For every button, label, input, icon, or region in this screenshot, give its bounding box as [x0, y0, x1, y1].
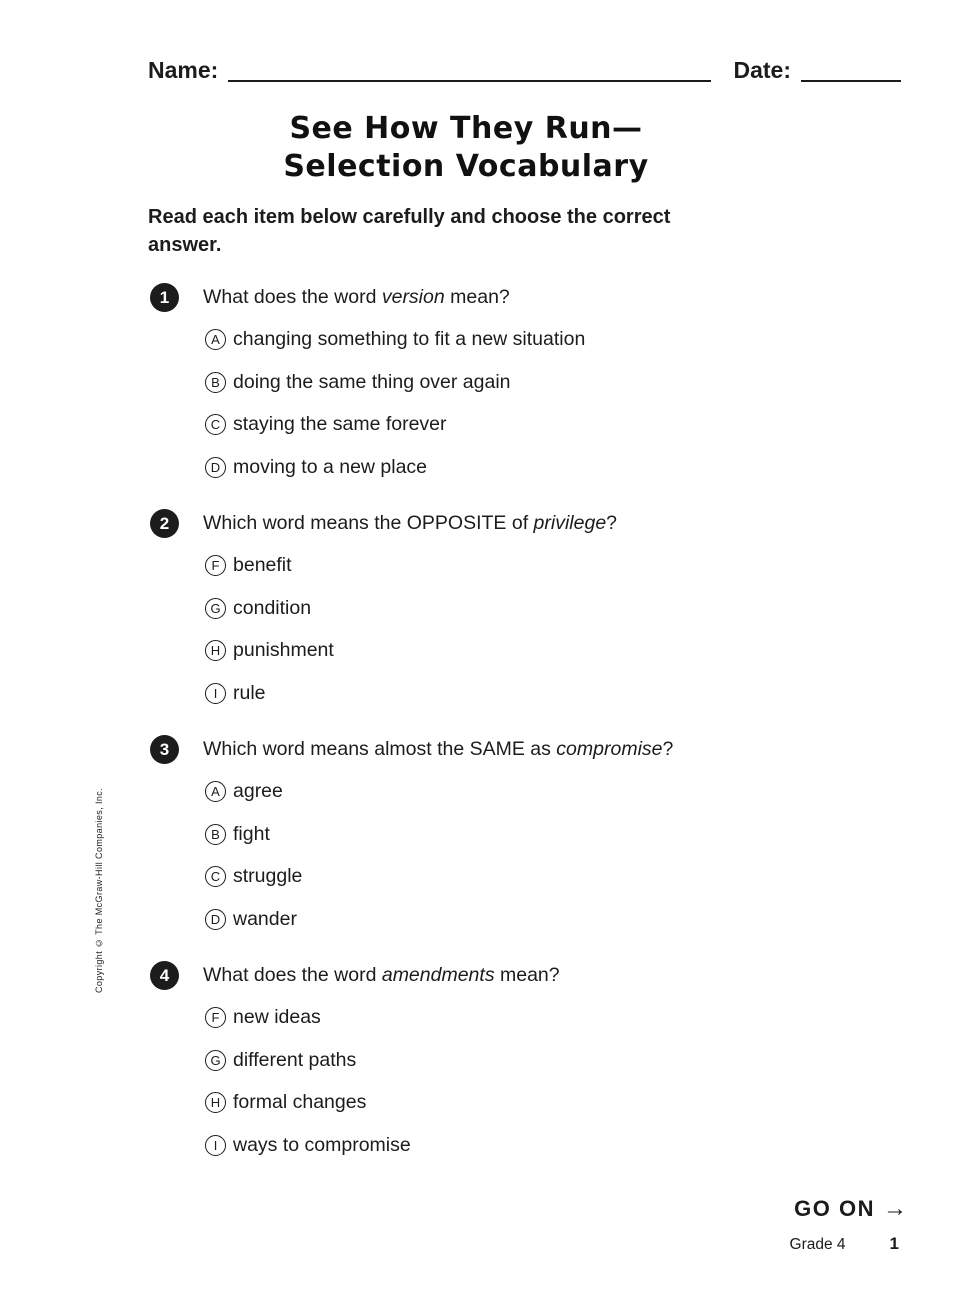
q2-option-i[interactable]: [205, 680, 910, 707]
option-letter-circle: F: [205, 555, 226, 576]
option-letter-circle: B: [205, 824, 226, 845]
option-text: new ideas: [233, 1006, 321, 1028]
option-text: punishment: [233, 639, 334, 661]
name-input-line[interactable]: [228, 56, 711, 82]
go-on-text: GO ON: [794, 1196, 875, 1221]
question-3: [150, 735, 910, 948]
footer-grade-row: [790, 1234, 899, 1254]
date-label: Date:: [733, 57, 791, 83]
option-letter-circle: A: [205, 329, 226, 350]
question-1: [150, 283, 910, 496]
instructions: Read each item below carefully and choose the correct answer.: [148, 206, 671, 256]
option-letter-circle: A: [205, 781, 226, 802]
question-text-italic-word: version: [381, 286, 445, 308]
option-letter-circle: F: [205, 1007, 226, 1028]
question-text-suffix: ?: [606, 512, 618, 534]
option-text: condition: [233, 596, 312, 619]
q3-option-b[interactable]: [205, 821, 910, 848]
q2-option-g[interactable]: [205, 595, 910, 622]
question-1-body: [203, 283, 910, 496]
title-line-1: See How They Run—: [289, 111, 643, 146]
question-4-number-badge: 4: [150, 961, 179, 990]
header: [148, 56, 901, 84]
q2-option-h[interactable]: [205, 637, 910, 664]
q1-option-a[interactable]: [205, 326, 910, 353]
option-letter-circle: I: [205, 1135, 226, 1156]
grade-label: Grade 4: [789, 1236, 846, 1253]
question-list: [150, 283, 910, 1187]
option-text: moving to a new place: [233, 455, 428, 478]
option-letter-circle: D: [205, 909, 226, 930]
option-letter-circle: G: [205, 1050, 226, 1071]
question-text-prefix: Which word means the OPPOSITE of: [203, 512, 534, 534]
option-letter-circle: D: [205, 457, 226, 478]
question-4-text: [203, 961, 910, 989]
question-text-prefix: What does the word: [203, 286, 382, 308]
option-text: struggle: [233, 865, 303, 887]
option-text: benefit: [233, 554, 292, 576]
question-text-italic-word: amendments: [381, 964, 495, 986]
question-2-body: [203, 509, 910, 722]
option-text: fight: [233, 822, 270, 845]
option-text: agree: [233, 780, 283, 802]
q4-option-f[interactable]: [205, 1004, 910, 1031]
option-text: ways to compromise: [233, 1133, 411, 1156]
question-1-text: [203, 283, 910, 311]
q3-option-c[interactable]: [205, 863, 910, 890]
option-text: staying the same forever: [233, 413, 447, 435]
q1-option-b[interactable]: [205, 369, 910, 396]
q1-option-d[interactable]: [205, 454, 910, 481]
question-text-italic-word: compromise: [556, 738, 663, 760]
question-2-text: [203, 509, 910, 537]
right-arrow-icon: →: [883, 1195, 907, 1222]
question-1-number-badge: 1: [150, 283, 179, 312]
option-text: formal changes: [233, 1091, 367, 1113]
question-text-suffix: mean?: [444, 286, 510, 308]
q4-option-i[interactable]: [205, 1132, 910, 1159]
question-3-number-badge: 3: [150, 735, 179, 764]
title-line-2: Selection Vocabulary: [283, 149, 649, 184]
option-letter-circle: C: [205, 414, 226, 435]
option-text: rule: [233, 681, 266, 704]
question-3-text: [203, 735, 910, 763]
question-2: [150, 509, 910, 722]
option-text: changing something to fit a new situation: [233, 328, 586, 350]
option-letter-circle: G: [205, 598, 226, 619]
option-text: different paths: [233, 1048, 357, 1071]
option-text: doing the same thing over again: [233, 370, 511, 393]
question-2-number-badge: 2: [150, 509, 179, 538]
option-letter-circle: I: [205, 683, 226, 704]
question-text-prefix: Which word means almost the SAME as: [203, 738, 557, 760]
q3-option-a[interactable]: [205, 778, 910, 805]
question-4-body: [203, 961, 910, 1174]
date-input-line[interactable]: [801, 56, 901, 82]
name-label: Name:: [148, 57, 219, 83]
question-text-prefix: What does the word: [203, 964, 382, 986]
option-letter-circle: H: [205, 640, 226, 661]
question-3-body: [203, 735, 910, 948]
question-4: [150, 961, 910, 1174]
copyright-sidebar-text: Copyright © The McGraw-Hill Companies, Inc.: [94, 787, 104, 993]
question-text-suffix: ?: [662, 738, 674, 760]
page-number: 1: [889, 1234, 899, 1253]
option-letter-circle: B: [205, 372, 226, 393]
page-title: [0, 110, 932, 186]
option-letter-circle: H: [205, 1092, 226, 1113]
q1-option-c[interactable]: [205, 411, 910, 438]
q4-option-g[interactable]: [205, 1047, 910, 1074]
q4-option-h[interactable]: [205, 1089, 910, 1116]
option-letter-circle: C: [205, 866, 226, 887]
q3-option-d[interactable]: [205, 906, 910, 933]
option-text: wander: [233, 907, 297, 930]
question-text-italic-word: privilege: [533, 512, 607, 534]
go-on-label: [794, 1195, 907, 1223]
question-text-suffix: mean?: [494, 964, 560, 986]
q2-option-f[interactable]: [205, 552, 910, 579]
